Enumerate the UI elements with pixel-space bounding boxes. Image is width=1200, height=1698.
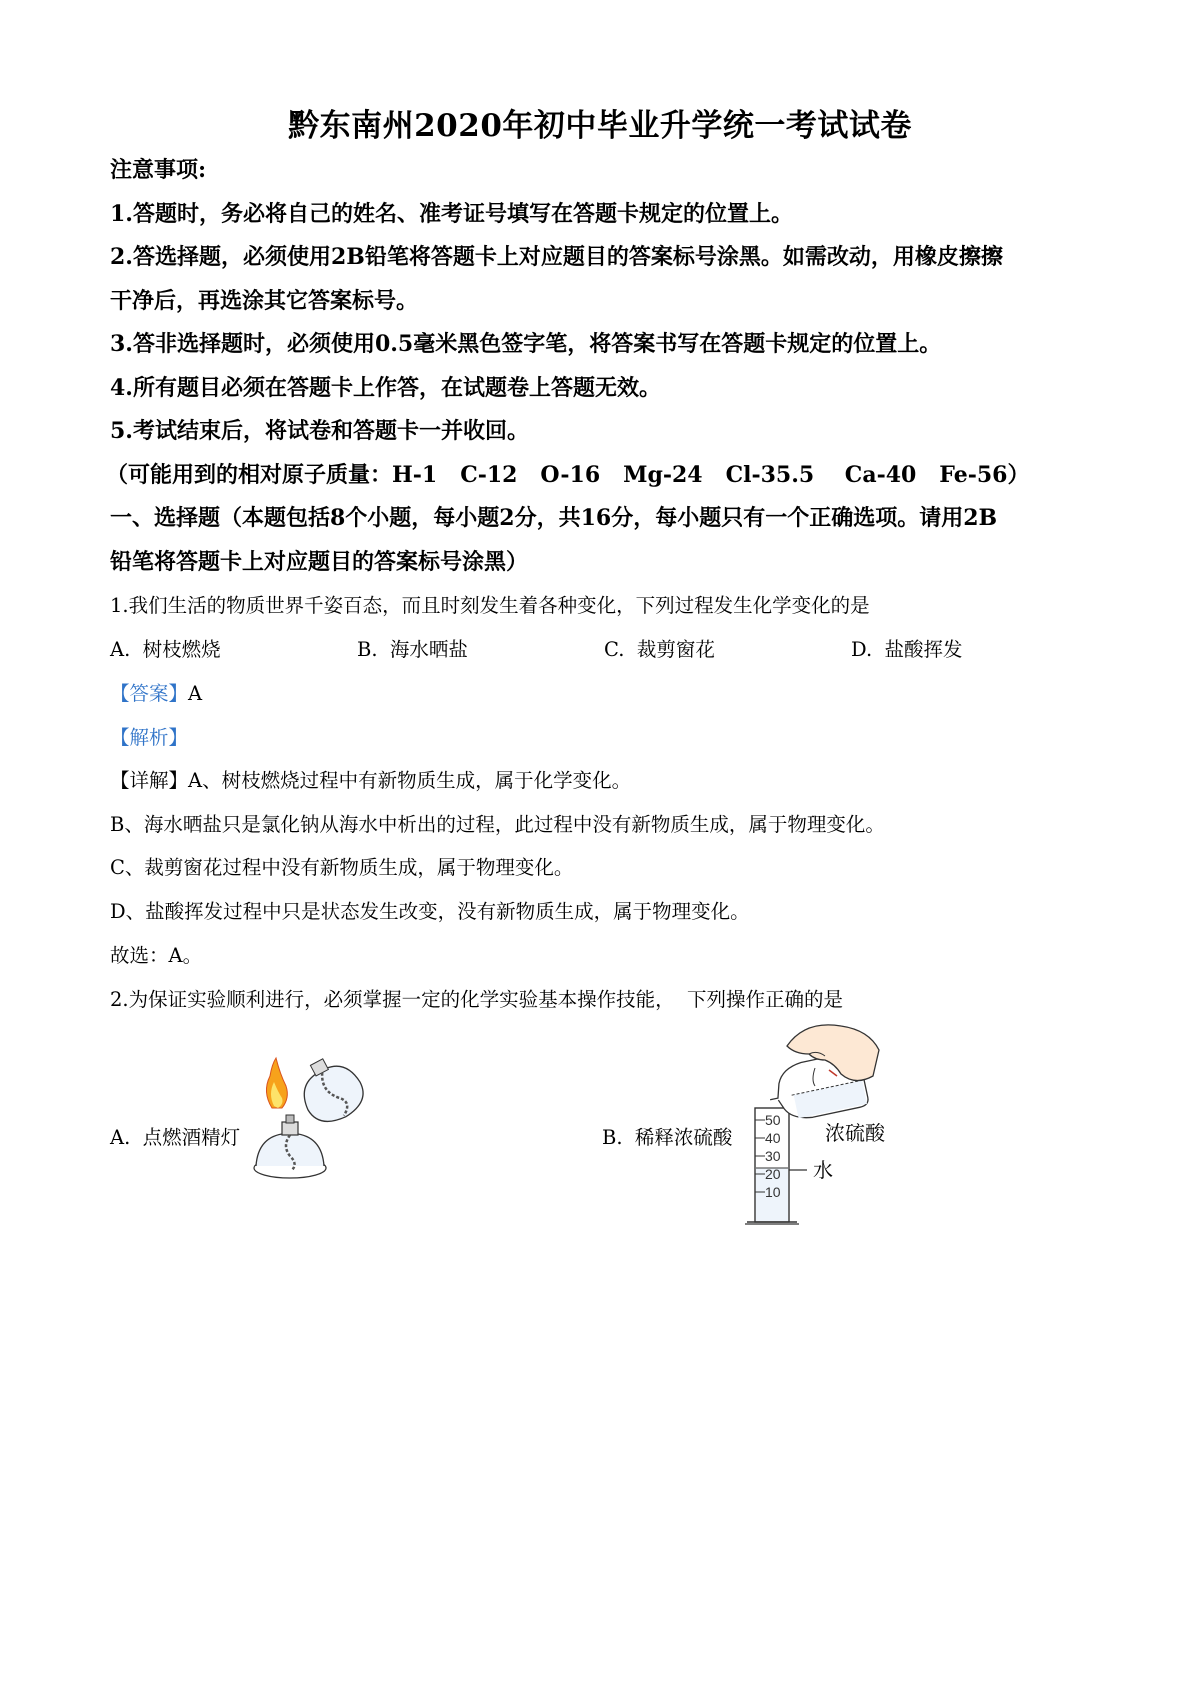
scale-label-50: 50 bbox=[765, 1112, 781, 1128]
q1-option-b: B. 海水晒盐 bbox=[357, 638, 468, 661]
q1-detail-c: C、裁剪窗花过程中没有新物质生成，属于物理变化。 bbox=[110, 856, 574, 879]
notice-item-2: 2.答选择题，必须使用2B铅笔将答题卡上对应题目的答案标号涂黑。如需改动，用橡皮擦擦 bbox=[110, 244, 1003, 270]
q1-option-d: D. 盐酸挥发 bbox=[851, 638, 963, 661]
q1-option-c: C. 裁剪窗花 bbox=[604, 638, 715, 661]
scale-label-30: 30 bbox=[765, 1148, 781, 1164]
notice-item-1: 1.答题时，务必将自己的姓名、准考证号填写在答题卡规定的位置上。 bbox=[110, 201, 793, 227]
q1-detail-a: 【详解】A、树枝燃烧过程中有新物质生成，属于化学变化。 bbox=[110, 769, 632, 792]
q1-stem: 1.我们生活的物质世界千姿百态，而且时刻发生着各种变化，下列过程发生化学变化的是 bbox=[110, 594, 870, 617]
section1-heading-cont: 铅笔将答题卡上对应题目的答案标号涂黑） bbox=[110, 549, 529, 575]
q1-detail-d: D、盐酸挥发过程中只是状态发生改变，没有新物质生成，属于物理变化。 bbox=[110, 900, 750, 923]
q1-conclusion: 故选：A。 bbox=[110, 944, 203, 967]
notice-item-3: 3.答非选择题时，必须使用0.5毫米黑色签字笔，将答案书写在答题卡规定的位置上。 bbox=[110, 331, 942, 357]
dilution-figure bbox=[745, 1020, 925, 1250]
notice-item-5: 5.考试结束后，将试卷和答题卡一并收回。 bbox=[110, 418, 529, 444]
scale-label-10: 10 bbox=[765, 1184, 781, 1200]
reagent-label: 浓硫酸 bbox=[825, 1121, 885, 1145]
scale-label-20: 20 bbox=[765, 1166, 781, 1182]
q1-option-a: A. 树枝燃烧 bbox=[110, 638, 221, 661]
water-label: 水 bbox=[813, 1158, 833, 1182]
q1-answer bbox=[110, 678, 202, 706]
atomic-masses: （可能用到的相对原子质量：H-1 C-12 O-16 Mg-24 Cl-35.5 Ca-40 Fe-56） bbox=[106, 462, 1030, 488]
q2-option-a-label: A. 点燃酒精灯 bbox=[110, 1126, 241, 1149]
analysis-tag: 【解析】 bbox=[110, 726, 189, 749]
q2-option-b-label: B. 稀释浓硫酸 bbox=[602, 1126, 733, 1149]
answer-value: A bbox=[188, 682, 203, 705]
section1-heading: 一、选择题（本题包括8个小题，每小题2分，共16分，每小题只有一个正确选项。请用2B bbox=[110, 505, 998, 531]
alcohol-lamp-figure bbox=[250, 1058, 370, 1188]
notice-item-2-cont: 干净后，再选涂其它答案标号。 bbox=[110, 288, 419, 314]
page-title: 黔东南州2020年初中毕业升学统一考试试卷 bbox=[288, 108, 912, 144]
notice-heading: 注意事项: bbox=[110, 157, 207, 183]
q1-detail-b: B、海水晒盐只是氯化钠从海水中析出的过程，此过程中没有新物质生成，属于物理变化。 bbox=[110, 813, 885, 836]
q2-stem: 2.为保证实验顺利进行，必须掌握一定的化学实验基本操作技能， 下列操作正确的是 bbox=[110, 988, 844, 1011]
notice-item-4: 4.所有题目必须在答题卡上作答，在试题卷上答题无效。 bbox=[110, 375, 661, 401]
answer-tag: 【答案】 bbox=[110, 682, 189, 705]
scale-label-40: 40 bbox=[765, 1130, 781, 1146]
